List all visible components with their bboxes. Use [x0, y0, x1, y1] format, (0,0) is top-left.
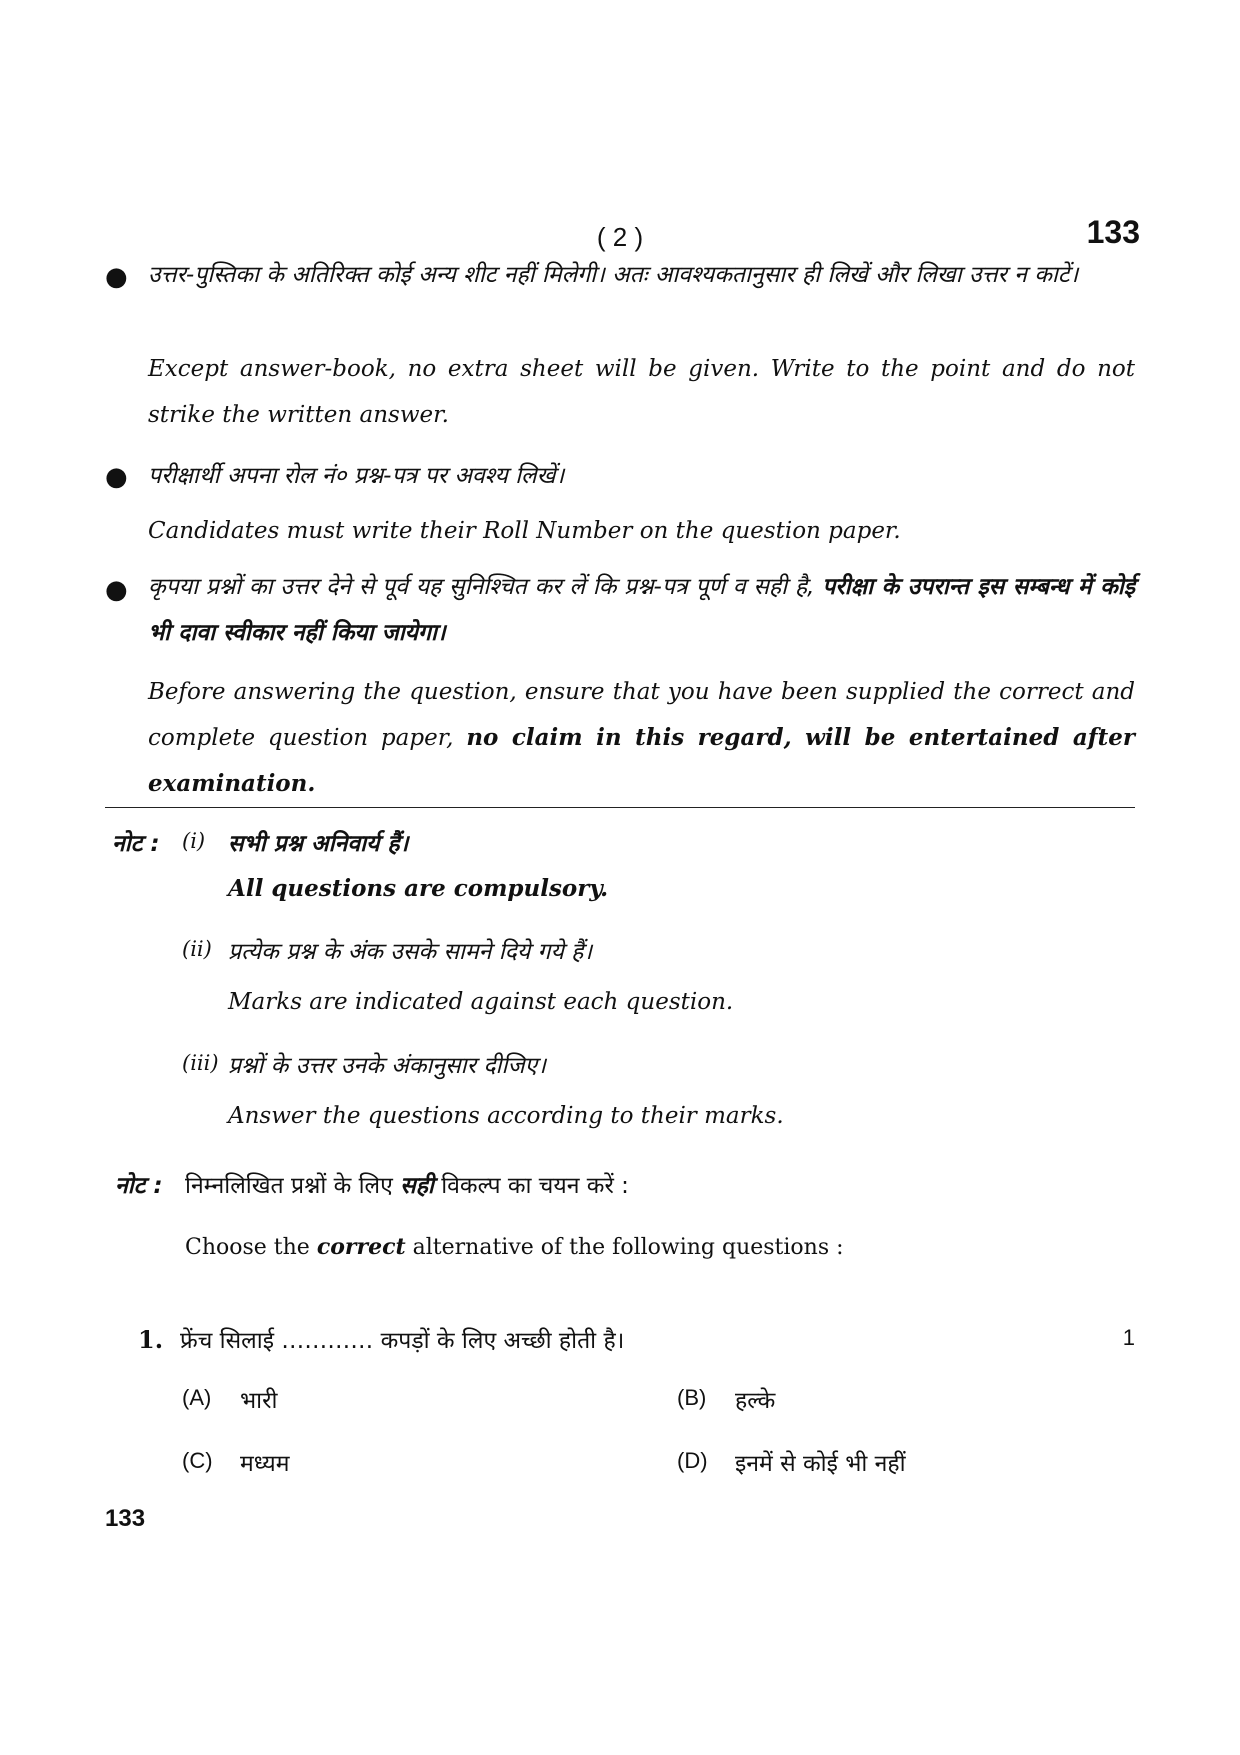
note-item-3-english: Answer the questions according to their marks. [228, 1103, 784, 1129]
note2-hindi-before: निम्नलिखित प्रश्नों के लिए [185, 1173, 393, 1199]
instruction-2-english: Candidates must write their Roll Number on the question paper. [148, 518, 901, 544]
note2-label: नोट : [115, 1173, 163, 1199]
note2-english [185, 1234, 844, 1260]
note2-english-after: alternative of the following questions : [412, 1235, 844, 1260]
instruction-3-hindi-text: कृपया प्रश्नों का उत्तर देने से पूर्व यह सुनिश्चित कर लें कि प्रश्न-पत्र पूर्ण व सही है, [148, 574, 815, 600]
option-d-label: (D) [677, 1448, 708, 1473]
instruction-3-english-bold: no claim in this regard, will be entertained after examination. [148, 724, 1135, 797]
instruction-3-english-text: Before answering the question, ensure that you have been supplied the correct and complete question paper, [148, 679, 1135, 751]
option-a-label: (A) [182, 1385, 212, 1410]
instruction-3-english [148, 669, 1135, 807]
note-item-3-num: (iii) [182, 1051, 219, 1075]
note2-hindi-after: विकल्प का चयन करें : [441, 1173, 629, 1199]
note-item-1-english: All questions are compulsory. [228, 875, 609, 902]
instruction-1-hindi: उत्तर-पुस्तिका के अतिरिक्त कोई अन्य शीट नहीं मिलेगी। अतः आवश्यकतानुसार ही लिखें और लिखा उत्तर न काटें। [148, 262, 1079, 288]
option-a-text: भारी [240, 1388, 278, 1414]
note2-hindi [185, 1168, 629, 1200]
option-c-label: (C) [182, 1448, 213, 1473]
note-item-1-hindi: सभी प्रश्न अनिवार्य हैं। [228, 831, 409, 857]
note-item-1-num: (i) [182, 829, 206, 853]
option-d-text: इनमें से कोई भी नहीं [735, 1451, 906, 1477]
question-1-text: फ्रेंच सिलाई ………… कपड़ों के लिए अच्छी होती है। [180, 1328, 625, 1354]
note2-english-before: Choose the [185, 1235, 310, 1260]
instruction-3-hindi-bold: परीक्षा के उपरान्त इस सम्बन्ध में कोई भी दावा स्वीकार नहीं किया जायेगा। [148, 574, 1135, 646]
bullet-icon: ● [105, 262, 128, 292]
paper-code-top: 133 [1086, 214, 1140, 250]
divider [105, 807, 1135, 808]
option-b-label: (B) [677, 1385, 707, 1410]
paper-code-bottom: 133 [105, 1505, 146, 1532]
note2-english-bold: correct [316, 1234, 406, 1260]
note-item-2-num: (ii) [182, 937, 212, 961]
note-item-2-english: Marks are indicated against each question. [228, 989, 734, 1015]
instruction-2-hindi: परीक्षार्थी अपना रोल नं० प्रश्न-पत्र पर अवश्य लिखें। [148, 463, 565, 489]
bullet-icon: ● [105, 462, 128, 492]
note-item-3-hindi: प्रश्नों के उत्तर उनके अंकानुसार दीजिए। [228, 1053, 546, 1079]
instruction-3-hindi [148, 564, 1135, 656]
note-label: नोट : [112, 831, 160, 857]
bullet-icon: ● [105, 575, 128, 605]
option-c-text: मध्यम [240, 1451, 290, 1477]
instruction-1-english: Except answer-book, no extra sheet will be given. Write to the point and do not strike the written answer. [148, 356, 1135, 428]
question-1-number: 1. [138, 1325, 164, 1354]
option-b-text: हल्के [735, 1388, 776, 1414]
page-number: ( 2 ) [596, 222, 644, 252]
note2-hindi-bold: सही [400, 1173, 434, 1199]
question-1-marks: 1 [1122, 1325, 1135, 1350]
note-item-2-hindi: प्रत्येक प्रश्न के अंक उसके सामने दिये गये हैं। [228, 939, 593, 965]
